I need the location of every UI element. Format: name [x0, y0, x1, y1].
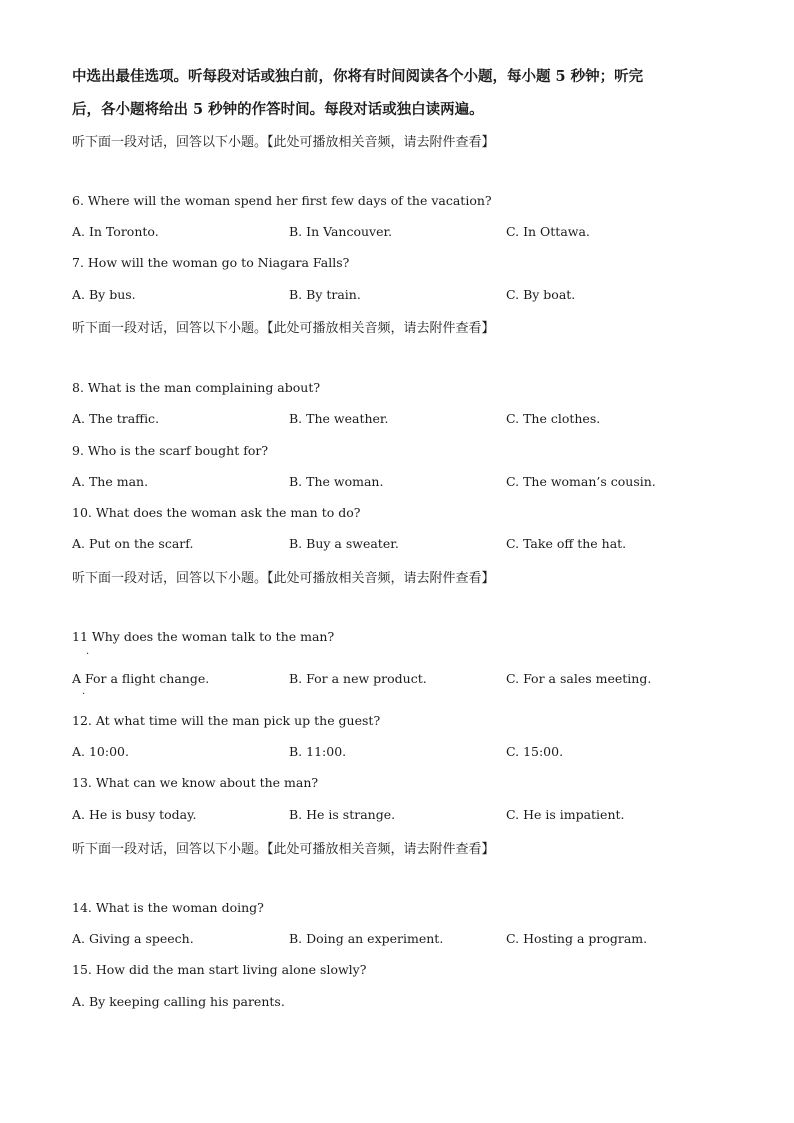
question-14-option-b: B. Doing an experiment. [289, 931, 444, 946]
stray-mark: . [86, 646, 90, 657]
question-15-option-a: A. By keeping calling his parents. [72, 994, 285, 1009]
question-12-option-a: A. 10:00. [72, 744, 129, 759]
question-7: 7. How will the woman go to Niagara Falls? [72, 255, 350, 270]
question-6-option-b: B. In Vancouver. [289, 224, 393, 239]
question-9-option-c: C. The woman’s cousin. [506, 474, 656, 489]
question-10-option-c: C. Take off the hat. [506, 536, 627, 551]
question-14-option-c: C. Hosting a program. [506, 931, 648, 946]
question-11: 11 Why does the woman talk to the man? [72, 629, 335, 644]
question-7-option-c: C. By boat. [506, 287, 576, 302]
question-6-option-a: A. In Toronto. [72, 224, 159, 239]
question-6-option-c: C. In Ottawa. [506, 224, 590, 239]
section-intro [72, 60, 722, 126]
question-10-option-a: A. Put on the scarf. [72, 536, 194, 551]
question-9-option-a: A. The man. [72, 474, 149, 489]
question-9: 9. Who is the scarf bought for? [72, 443, 269, 458]
question-8: 8. What is the man complaining about? [72, 380, 321, 395]
question-12: 12. At what time will the man pick up the guest? [72, 713, 381, 728]
audio-instruction: 听下面一段对话，回答以下小题。【此处可播放相关音频，请去附件查看】 [72, 571, 495, 586]
question-13-option-c: C. He is impatient. [506, 807, 625, 822]
question-13-option-a: A. He is busy today. [72, 807, 197, 822]
question-14-option-a: A. Giving a speech. [72, 931, 194, 946]
intro-line-1: 中选出最佳选项。听每段对话或独白前，你将有时间阅读各个小题，每小题 5 秒钟；听完 [72, 68, 644, 85]
question-14: 14. What is the woman doing? [72, 900, 264, 915]
question-12-option-b: B. 11:00. [289, 744, 347, 759]
question-8-option-a: A. The traffic. [72, 411, 160, 426]
audio-instruction: 听下面一段对话，回答以下小题。【此处可播放相关音频，请去附件查看】 [72, 842, 495, 857]
question-12-option-c: C. 15:00. [506, 744, 564, 759]
question-7-option-a: A. By bus. [72, 287, 136, 302]
question-7-option-b: B. By train. [289, 287, 361, 302]
question-10-option-b: B. Buy a sweater. [289, 536, 399, 551]
question-9-option-b: B. The woman. [289, 474, 384, 489]
question-15: 15. How did the man start living alone slowly? [72, 962, 367, 977]
question-13: 13. What can we know about the man? [72, 775, 319, 790]
question-10: 10. What does the woman ask the man to do? [72, 505, 361, 520]
intro-line-2: 后，各小题将给出 5 秒钟的作答时间。每段对话或独白读两遍。 [72, 101, 484, 118]
stray-mark: . [82, 686, 86, 697]
question-6: 6. Where will the woman spend her first few days of the vacation? [72, 193, 492, 208]
question-13-option-b: B. He is strange. [289, 807, 396, 822]
audio-instruction: 听下面一段对话，回答以下小题。【此处可播放相关音频，请去附件查看】 [72, 135, 495, 150]
question-8-option-b: B. The weather. [289, 411, 389, 426]
question-11-option-a: A For a flight change. [72, 671, 210, 686]
question-11-option-c: C. For a sales meeting. [506, 671, 652, 686]
question-11-option-b: B. For a new product. [289, 671, 427, 686]
audio-instruction: 听下面一段对话，回答以下小题。【此处可播放相关音频，请去附件查看】 [72, 321, 495, 336]
question-8-option-c: C. The clothes. [506, 411, 601, 426]
